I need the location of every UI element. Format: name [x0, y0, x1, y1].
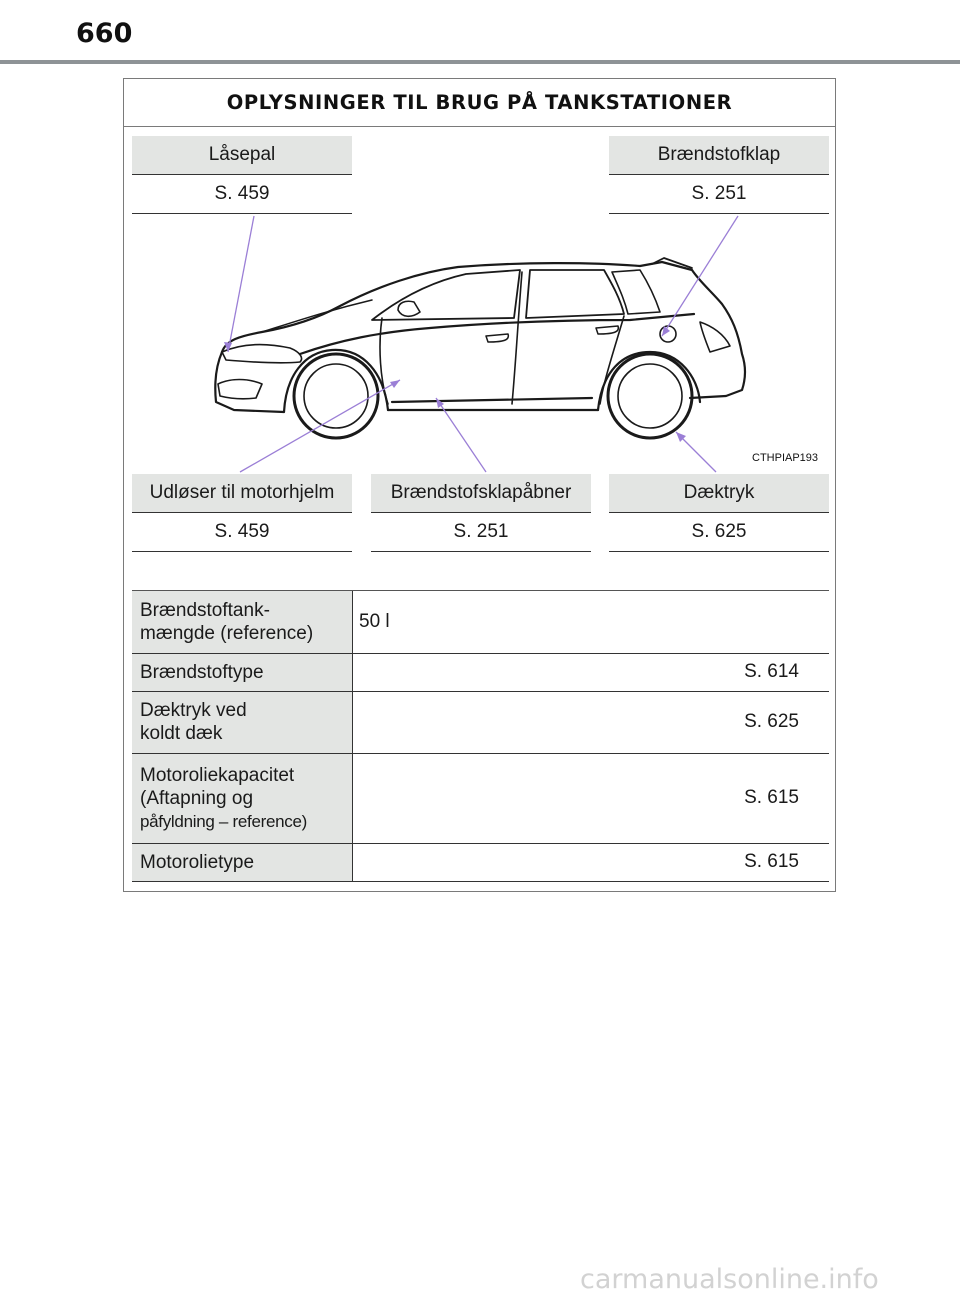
row-value: 50 l	[353, 591, 830, 653]
row-value[interactable]: S. 614	[353, 653, 830, 691]
callout-label: Brændstofsklapåbner	[371, 474, 591, 513]
row-key	[132, 843, 353, 881]
callout-label: Udløser til motorhjelm	[132, 474, 352, 513]
key-line: Motorolietype	[140, 851, 255, 873]
callout-label: Brændstofklap	[609, 136, 829, 175]
callout-arrows	[224, 326, 686, 442]
row-key	[132, 653, 353, 691]
table-row	[132, 653, 829, 691]
row-value[interactable]: S. 625	[353, 691, 830, 753]
callout-page-ref[interactable]: S. 459	[132, 513, 352, 552]
key-line: Motoroliekapacitet	[140, 764, 295, 786]
watermark: carmanualsonline.info	[580, 1264, 879, 1295]
info-table	[132, 591, 829, 882]
image-code: CTHPIAP193	[752, 452, 819, 464]
table-row	[132, 591, 829, 653]
callout-label: Låsepal	[132, 136, 352, 175]
key-line: (Aftapning og	[140, 787, 254, 809]
page-number: 660	[76, 18, 133, 49]
table-row	[132, 753, 829, 843]
callout-page-ref[interactable]: S. 459	[132, 175, 352, 214]
front-wheel	[294, 354, 378, 438]
row-key	[132, 691, 353, 753]
callout-page-ref[interactable]: S. 625	[609, 513, 829, 552]
callout-fuel-door-opener	[371, 474, 591, 552]
wheels	[294, 354, 692, 438]
callout-lines	[228, 216, 738, 472]
callout-line-fuel-door	[662, 216, 738, 336]
frame-title: OPLYSNINGER TIL BRUG PÅ TANKSTATIONER	[124, 79, 835, 127]
key-line: Brændstoftank-	[140, 599, 270, 621]
callout-page-ref[interactable]: S. 251	[371, 513, 591, 552]
row-key	[132, 753, 353, 843]
callout-locking-pawl	[132, 136, 352, 214]
callout-line-locking-pawl	[228, 216, 254, 352]
row-key	[132, 591, 353, 653]
table-row	[132, 843, 829, 881]
key-line: mængde (reference)	[140, 622, 314, 644]
row-value[interactable]: S. 615	[353, 843, 830, 881]
key-line: koldt dæk	[140, 723, 223, 744]
callout-fuel-door	[609, 136, 829, 214]
callout-label: Dæktryk	[609, 474, 829, 513]
callout-line-hood-release	[240, 380, 400, 472]
callout-page-ref[interactable]: S. 251	[609, 175, 829, 214]
key-line: påfyldning – reference)	[140, 811, 307, 831]
callout-hood-release	[132, 474, 352, 552]
key-line: Dæktryk ved	[140, 700, 247, 721]
table-row	[132, 691, 829, 753]
row-value[interactable]: S. 615	[353, 753, 830, 843]
key-line: Brændstoftype	[140, 661, 264, 683]
rear-wheel	[608, 354, 692, 438]
callout-tire-pressure	[609, 474, 829, 552]
